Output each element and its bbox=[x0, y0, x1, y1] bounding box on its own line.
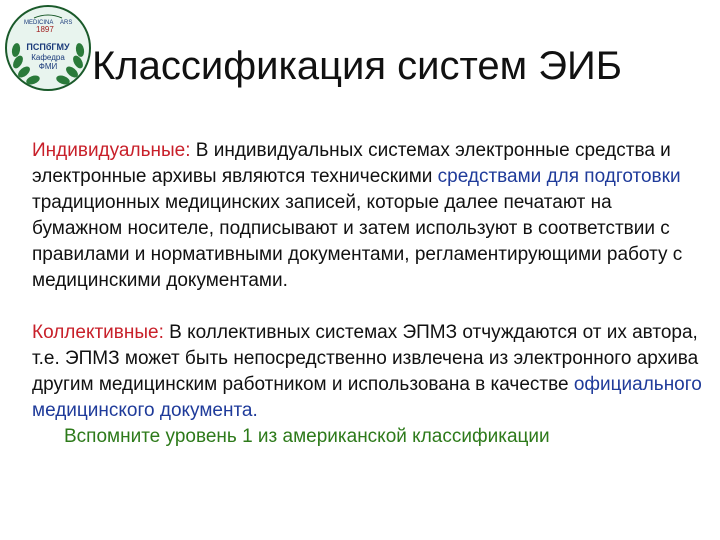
logo-text-year: 1897 bbox=[36, 25, 54, 34]
university-logo bbox=[4, 4, 92, 92]
collective-label: Коллективные: bbox=[32, 322, 164, 343]
logo-text-fmi: ФМИ bbox=[38, 62, 58, 71]
individual-highlight: средствами для подготовки bbox=[437, 166, 681, 187]
reminder-note: Вспомните уровень 1 из американской классификации bbox=[64, 426, 550, 447]
laurel-emblem-icon bbox=[4, 4, 92, 92]
collective-systems-paragraph bbox=[32, 320, 704, 424]
individual-label: Индивидуальные: bbox=[32, 140, 191, 161]
collective-text-a: В коллективных системах ЭПМЗ отчуждаются от их автора, т.е. ЭПМЗ может быть непосредственно извлечена из электронного архива другим медицинским работником и использована в качестве bbox=[32, 322, 699, 395]
individual-systems-paragraph bbox=[32, 138, 704, 294]
paragraph-spacer bbox=[32, 294, 704, 320]
collective-highlight: официального медицинского документа. bbox=[32, 374, 702, 421]
logo-text-medicina: MEDICINA bbox=[24, 20, 54, 26]
logo-text-university: ПСПбГМУ bbox=[26, 42, 70, 52]
individual-text-a: В индивидуальных системах электронные средства и электронные архивы являются техническими bbox=[32, 140, 671, 187]
slide-body bbox=[32, 138, 704, 450]
logo-text-ars: ARS bbox=[60, 20, 73, 26]
individual-text-b: традиционных медицинских записей, которые далее печатают на бумажном носителе, подписывают и затем используют в соответствии с правилами и нормативными документами, регламентирующими работу с медицинскими документами. bbox=[32, 192, 683, 291]
slide-title: Классификация систем ЭИБ bbox=[92, 44, 622, 88]
logo-text-department: Кафедра bbox=[31, 53, 65, 62]
